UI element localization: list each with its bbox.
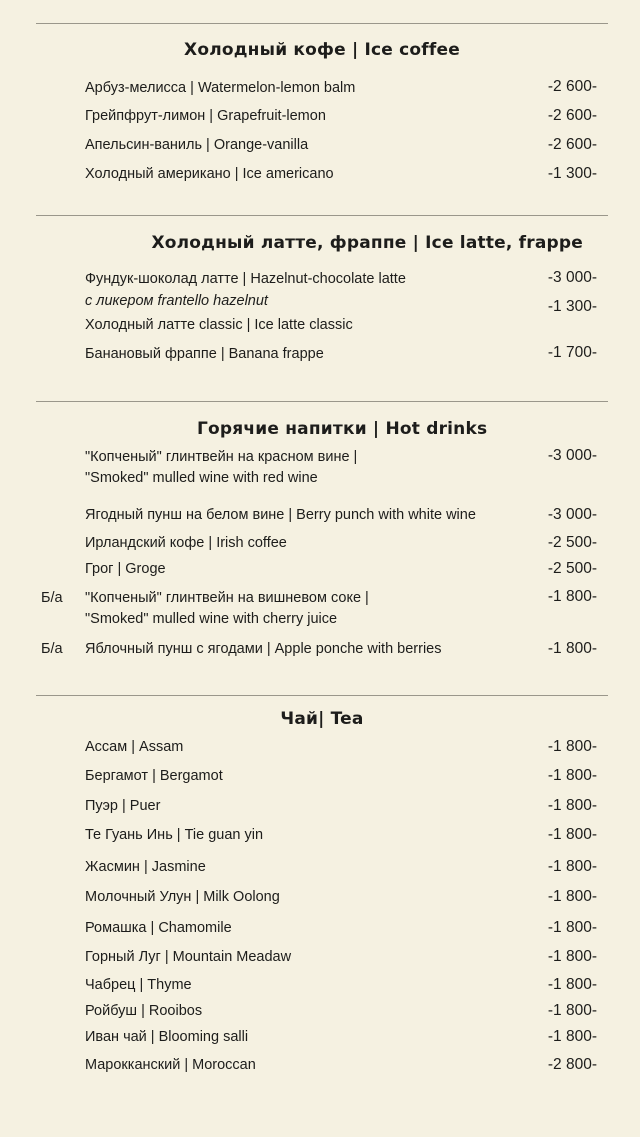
menu-item-price: -1 800- [547,826,597,843]
menu-item-name: Ромашка | Chamomile [85,920,232,936]
menu-item-name-en: "Smoked" mulled wine with red wine [85,470,318,486]
menu-item-price: -2 600- [547,78,597,95]
menu-item-name: Яблочный пунш с ягодами | Apple ponche with berries [85,641,442,657]
menu-item-price: -1 800- [547,919,597,936]
menu-item-name: Холодный латте classic | Ice latte classic [85,317,353,333]
divider [36,695,608,696]
section-title-hot-drinks: Горячие напитки | Hot drinks [197,419,488,439]
menu-item-name: Грейпфрут-лимон | Grapefruit-lemon [85,108,326,124]
menu-item-name: Молочный Улун | Milk Oolong [85,889,280,905]
menu-item-name: Банановый фраппе | Banana frappe [85,346,324,362]
divider [36,215,608,216]
menu-item-price: -2 600- [547,136,597,153]
menu-item-price: -2 800- [547,1056,597,1073]
menu-item-name: Те Гуань Инь | Tie guan yin [85,827,264,843]
menu-item-price: -1 800- [547,588,597,605]
non-alcoholic-mark: Б/а [41,641,63,657]
section-title-ice-coffee: Холодный кофе | Ice coffee [184,40,460,60]
menu-item-price: -1 800- [547,888,597,905]
menu-item-price: -2 500- [547,560,597,577]
menu-item-price: -2 600- [547,107,597,124]
menu-item-price: -1 800- [547,1002,597,1019]
menu-item-price: -1 800- [547,948,597,965]
menu-item-price: -1 800- [547,858,597,875]
menu-item-name: Апельсин-ваниль | Orange-vanilla [85,137,309,153]
menu-item-price: -3 000- [547,506,597,523]
menu-item-name: Горный Луг | Mountain Meadaw [85,949,292,965]
menu-item-price: -1 800- [547,738,597,755]
divider [36,401,608,402]
section-title-tea: Чай| Tea [280,709,364,729]
menu-item-name: Марокканский | Moroccan [85,1057,256,1073]
menu-item-name: "Копченый" глинтвейн на вишневом соке | [85,590,369,606]
menu-item-price: -2 500- [547,534,597,551]
menu-item-price: -1 800- [547,797,597,814]
menu-item-name: Иван чай | Blooming salli [85,1029,249,1045]
menu-item-name: Ассам | Assam [85,739,184,755]
menu-item-name: Холодный американо | Ice americano [85,166,334,182]
menu-item-name: Ирландский кофе | Irish coffee [85,535,287,551]
menu-item-price: -1 800- [547,976,597,993]
menu-item-price: -1 300- [547,165,597,182]
menu-item-name: Жасмин | Jasmine [85,859,206,875]
menu-item-price: -1 800- [547,640,597,657]
divider [36,23,608,24]
menu-item-name-en: "Smoked" mulled wine with cherry juice [85,611,338,627]
menu-item-price: -1 700- [547,344,597,361]
menu-item-name: Ягодный пунш на белом вине | Berry punch with white wine [85,507,476,523]
menu-item-note: с ликером frantello hazelnut [85,293,268,309]
menu-item-name: Бергамот | Bergamot [85,768,223,784]
non-alcoholic-mark: Б/а [41,590,63,606]
menu-item-price: -3 000- [547,447,597,464]
menu-item-name: Чабрец | Thyme [85,977,192,993]
menu-item-name: Пуэр | Puer [85,798,161,814]
menu-item-name: Ройбуш | Rooibos [85,1003,203,1019]
menu-item-name: Фундук-шоколад латте | Hazelnut-chocolate latte [85,271,406,287]
menu-item-price: -3 000- [547,269,597,286]
menu-item-name: Арбуз-мелисса | Watermelon-lemon balm [85,80,356,96]
menu-item-price: -1 800- [547,767,597,784]
menu-item-price: -1 300- [547,298,597,315]
section-title-ice-latte: Холодный латте, фраппе | Ice latte, frappe [151,233,583,253]
menu-item-name: Грог | Groge [85,561,166,577]
menu-item-name: "Копченый" глинтвейн на красном вине | [85,449,358,465]
menu-item-price: -1 800- [547,1028,597,1045]
